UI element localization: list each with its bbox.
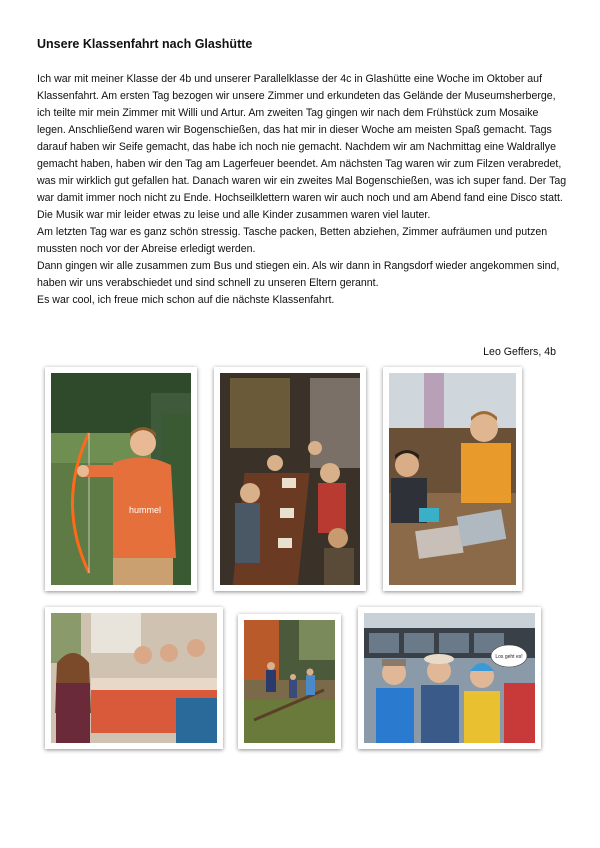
photo-mosaic bbox=[383, 367, 522, 591]
paragraph-1: Ich war mit meiner Klasse der 4b und unserer Parallelklasse der 4c in Glashütte eine Woche im Oktober auf Klassenfahrt. Am ersten Tag bezogen wir unsere Zimmer und erkundeten das Gelände der Museumsherberge, ich teilte mir mein Zimmer mit Willi und Artur. Am zweiten Tag gingen wir nach dem Frühstück zum Mosaike legen. Anschließend waren wir Bogenschießen, das hat mir in dieser Woche am meisten Spaß gemacht. Tags darauf haben wir Seife gemacht, das habe ich noch nie gemacht. Nachdem wir am Nachmittag eine Waldrallye gemacht haben, haben wir den Tag am Lagerfeuer beendet. Am nächsten Tag waren wir zum Filzen verabredet, was mir wirklich gut gefallen hat. Danach waren wir ein zweites Mal Bogenschießen, was ich super fand. Der Tag war damit immer noch nicht zu Ende. Hochseilklettern waren wir auch noch und am Abend fand eine Disco statt. Die Musik war mir leider etwas zu leise und alle Kinder zusammen waren viel lauter. bbox=[37, 73, 567, 221]
speech-bubble-text: Los geht es! bbox=[495, 654, 523, 660]
photo-forest-rally bbox=[238, 614, 341, 749]
photo-archery bbox=[45, 367, 197, 591]
shirt-brand-text: hummel bbox=[129, 505, 162, 515]
author-signature: Leo Geffers, 4b bbox=[483, 346, 556, 358]
photo-soap-workshop bbox=[214, 367, 366, 591]
photo-bus-group bbox=[358, 607, 541, 749]
report-text bbox=[37, 71, 567, 309]
paragraph-3: Dann gingen wir alle zusammen zum Bus und stiegen ein. Als wir dann in Rangsdorf wieder angekommen sind, haben wir uns verabschiedet und sind schnell zu unseren Eltern gerannt. bbox=[37, 260, 560, 289]
paragraph-4: Es war cool, ich freue mich schon auf die nächste Klassenfahrt. bbox=[37, 294, 335, 306]
document-title: Unsere Klassenfahrt nach Glashütte bbox=[37, 37, 253, 51]
paragraph-2: Am letzten Tag war es ganz schön stressig. Tasche packen, Betten abziehen, Zimmer aufräumen und putzen mussten noch vor der Abreise erledigt werden. bbox=[37, 226, 548, 255]
photo-felting bbox=[45, 607, 223, 749]
